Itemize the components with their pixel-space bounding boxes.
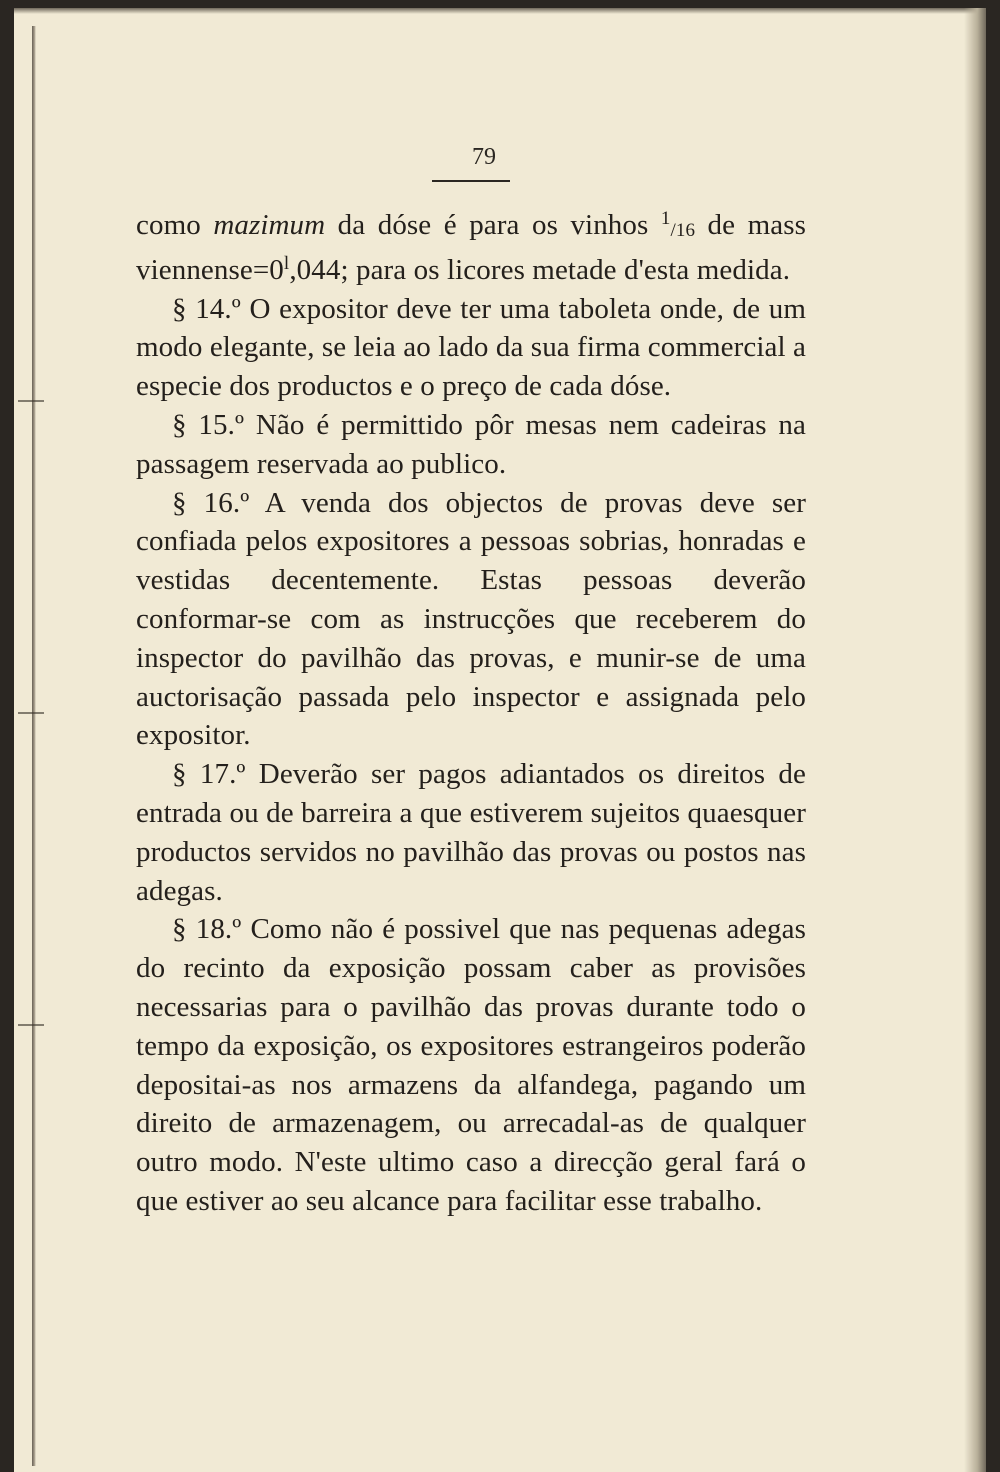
page-number-rule <box>432 180 510 182</box>
margin-mark <box>18 400 44 402</box>
paragraph-section-18: § 18.º Como não é possivel que nas pequenas adegas do recinto da exposição possam caber as provisões necessarias para o pavilhão das provas durante todo o tempo da exposição, os expositores estrangeiros poderão depositai-as nos armazens da alfandega, pagando um direito de armazenagem, ou arrecadal-as de qualquer outro modo. N'este ultimo caso a direcção geral fará o que estiver ao seu alcance para facilitar esse trabalho. <box>136 913 806 1217</box>
page-binding-edge <box>32 26 36 1466</box>
paragraph-section-17: § 17.º Deverão ser pagos adiantados os direitos de entrada ou de barreira a que estiverem sujeitos quaesquer productos servidos no pavilhão das provas ou postos nas adegas. <box>136 758 806 907</box>
page-top-shadow <box>14 8 986 14</box>
italic-term: mazimum <box>213 209 326 241</box>
unit-superscript: l <box>283 252 290 274</box>
margin-mark <box>18 712 44 714</box>
paragraph-continuation: como mazimum da dóse é para os vinhos $^1$/16 de mass $viennense=0^l,044$; para os licores metade d'esta medida. <box>136 208 807 286</box>
page-number: 79 <box>472 144 496 170</box>
paragraph-section-16: § 16.º A venda dos objectos de provas deve ser confiada pelos expositores a pessoas sobrias, honradas e vestidas decentemente. Estas pessoas deverão conformar-se com as instrucções que receberem do inspector do pavilhão das provas, e munir-se de uma auctorisação passada pelo inspector e assignada pelo expositor. <box>136 486 806 752</box>
book-page <box>14 8 986 1472</box>
body-text <box>136 206 806 1221</box>
fraction-numerator: 1 <box>660 208 671 229</box>
page-right-shadow <box>964 8 986 1472</box>
margin-mark <box>18 1024 44 1026</box>
paragraph-section-15: § 15.º Não é permittido pôr mesas nem cadeiras na passagem reservada ao publico. <box>136 408 806 480</box>
fraction-denominator: /16 <box>670 220 696 241</box>
paragraph-section-14: § 14.º O expositor deve ter uma taboleta onde, de um modo elegante, se leia ao lado da sua firma commercial a especie dos productos e o preço de cada dóse. <box>136 292 806 403</box>
